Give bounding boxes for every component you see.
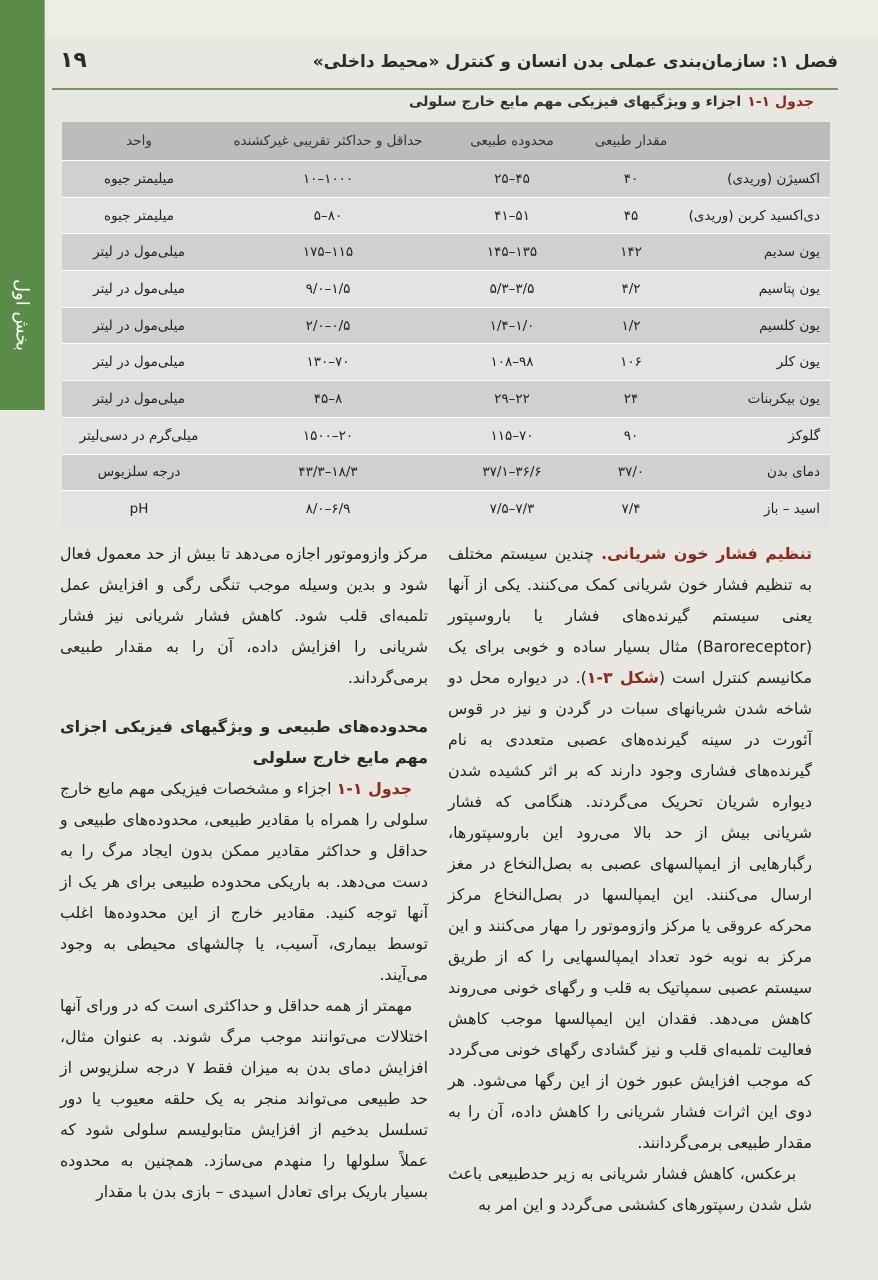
row-name: دمای بدن	[678, 454, 830, 491]
chapter-title: فصل ۱: سازمان‌بندی عملی بدن انسان و کنترل «محیط داخلی»	[312, 52, 838, 72]
table-row	[62, 417, 830, 454]
table-row	[62, 381, 830, 418]
row-normal: ۷/۴	[584, 491, 678, 527]
row-name: یون سدیم	[678, 234, 830, 271]
table-caption-text: اجزاء و ویژگیهای فیزیکی مهم مایع خارج سلولی	[408, 94, 742, 110]
row-unit: میلی‌مول در لیتر	[62, 381, 216, 418]
row-name: گلوکز	[678, 417, 830, 454]
figure-reference: شکل ۳-۱	[586, 668, 659, 687]
row-range: ۱۳۵–۱۴۵	[440, 234, 584, 271]
row-unit: میلی‌مول در لیتر	[62, 234, 216, 271]
header-rule	[52, 88, 838, 90]
section-tab-label: بخش اول	[11, 278, 33, 352]
table-row	[62, 161, 830, 198]
row-name: یون کلر	[678, 344, 830, 381]
row-normal: ۲۴	[584, 381, 678, 418]
row-range: ۷/۳–۷/۵	[440, 491, 584, 527]
table-row	[62, 344, 830, 381]
paragraph-text: ). در دیواره محل دو شاخه شدن شریانهای سبات در گردن و نیز در قوس آئورت در سینه گیرنده‌های عصبی متعددی به نام گیرنده‌های فشاری وجود دارند که بر اثر کشیده شدن دیواره شریان تحریک می‌گردند. هنگامی که فشار شریانی بیش از حد بالا می‌رود این باروسپتورها، رگبارهایی از ایمپالسهای عصبی به بصل‌النخاع در مغز ارسال می‌کنند. این ایمپالسها در بصل‌النخاع مرکز محرکه عروقی یا مرکز وازوموتور را مهار می‌کنند و این مرکز به نوبه خود تعداد ایمپالسهایی را که از طریق سیستم عصبی سمپاتیک به قلب و رگهای خونی می‌روند کاهش می‌دهد. فقدان این ایمپالسها موجب کاهش فعالیت تلمبه‌ای قلب و نیز گشادی رگهای خونی می‌گردد که موجب افزایش عبور خون از این رگها می‌شود. هر دوی این اثرات فشار شریانی را کاهش داده، آن را به مقدار طبیعی برمی‌گردانند.	[448, 668, 812, 1152]
table-header-row	[62, 122, 830, 161]
row-range: ۳/۵–۵/۳	[440, 271, 584, 308]
row-limits: ۱۱۵–۱۷۵	[216, 234, 440, 271]
section-heading: محدوده‌های طبیعی و ویژگیهای فیزیکی اجزای مهم مایع خارج سلولی	[60, 717, 428, 767]
row-normal: ۱۰۶	[584, 344, 678, 381]
row-name: اکسیژن (وریدی)	[678, 161, 830, 198]
paragraph-text: برعکس، کاهش فشار شریانی به زیر حدطبیعی باعث شل شدن رسپتورهای کششی می‌گردد و این امر به	[448, 1164, 812, 1214]
row-limits: ۸۰–۵	[216, 197, 440, 234]
row-range: ۲۲–۲۹	[440, 381, 584, 418]
table-row	[62, 197, 830, 234]
paragraph-text: چندین سیستم مختلف به تنظیم فشار خون شریانی کمک می‌کنند. یکی از آنها یعنی سیستم گیرنده‌های فشار یا باروسپتور (Baroreceptor) مثال بسیار ساده و خوبی برای یک مکانیسم کنترل است (	[448, 544, 812, 687]
row-unit: میلی‌مول در لیتر	[62, 344, 216, 381]
col-header-normal: مقدار طبیعی	[584, 122, 678, 161]
row-unit: میلیمتر جیوه	[62, 197, 216, 234]
row-range: ۷۰–۱۱۵	[440, 417, 584, 454]
table-row	[62, 307, 830, 344]
row-range: ۵۱–۴۱	[440, 197, 584, 234]
col-header-limits: حداقل و حداکثر تقریبی غیرکشنده	[216, 122, 440, 161]
row-limits: ۲۰–۱۵۰۰	[216, 417, 440, 454]
row-range: ۹۸–۱۰۸	[440, 344, 584, 381]
row-normal: ۹۰	[584, 417, 678, 454]
row-unit: میلی‌گرم در دسی‌لیتر	[62, 417, 216, 454]
row-normal: ۴۰	[584, 161, 678, 198]
body-column-left	[60, 538, 428, 1207]
row-name: یون بیکربنات	[678, 381, 830, 418]
row-range: ۳۶/۶–۳۷/۱	[440, 454, 584, 491]
row-unit: میلی‌مول در لیتر	[62, 271, 216, 308]
row-limits: ۱۸/۳–۴۳/۳	[216, 454, 440, 491]
row-unit: درجه سلزیوس	[62, 454, 216, 491]
margin-rule	[44, 0, 45, 410]
table-caption	[409, 94, 814, 110]
paragraph-text: اجزاء و مشخصات فیزیکی مهم مایع خارج سلولی را همراه با مقادیر طبیعی، محدوده‌های طبیعی و حداقل و حداکثر مقادیر ممکن بدون ایجاد مرگ را به دست می‌دهد. به باریکی محدوده طبیعی برای هر یک از آنها توجه کنید. مقادیر خارج از این محدوده‌ها اغلب توسط بیماری، آسیب، یا چالشهای محیطی به وجود می‌آیند.	[60, 779, 428, 984]
row-name: دی‌اکسید کربن (وریدی)	[678, 197, 830, 234]
table-caption-label: جدول ۱-۱	[747, 94, 814, 110]
page-top-band	[0, 0, 878, 38]
row-limits: ۰/۵–۲/۰	[216, 307, 440, 344]
row-limits: ۱۰۰۰–۱۰	[216, 161, 440, 198]
row-normal: ۱/۲	[584, 307, 678, 344]
row-limits: ۷۰–۱۳۰	[216, 344, 440, 381]
running-header	[52, 46, 838, 90]
row-normal: ۴۵	[584, 197, 678, 234]
paragraph	[448, 1158, 812, 1220]
row-limits: ۸–۴۵	[216, 381, 440, 418]
body-column-right	[448, 538, 812, 1220]
section-heading-inline: تنظیم فشار خون شریانی.	[601, 544, 812, 563]
section-tab	[0, 240, 44, 390]
col-header-name	[678, 122, 830, 161]
row-range: ۴۵–۲۵	[440, 161, 584, 198]
row-name: یون کلسیم	[678, 307, 830, 344]
row-limits: ۶/۹–۸/۰	[216, 491, 440, 527]
row-limits: ۱/۵–۹/۰	[216, 271, 440, 308]
table-row	[62, 271, 830, 308]
row-unit: میلی‌مول در لیتر	[62, 307, 216, 344]
table-row	[62, 454, 830, 491]
row-normal: ۳۷/۰	[584, 454, 678, 491]
col-header-range: محدوده طبیعی	[440, 122, 584, 161]
row-name: اسید – باز	[678, 491, 830, 527]
paragraph	[448, 538, 812, 1158]
paragraph	[60, 990, 428, 1207]
row-name: یون پتاسیم	[678, 271, 830, 308]
table-reference: جدول ۱-۱	[336, 779, 413, 798]
ecf-properties-table	[62, 122, 830, 527]
spacer	[60, 693, 428, 711]
paragraph: مرکز وازوموتور اجازه می‌دهد تا بیش از حد معمول فعال شود و بدین وسیله موجب تنگی رگی و افزایش عمل تلمبه‌ای قلب شود. کاهش فشار شریانی نیز فشار شریانی را افزایش داده، آن را به مقدار طبیعی برمی‌گرداند.	[60, 544, 428, 687]
row-normal: ۴/۲	[584, 271, 678, 308]
paragraph	[60, 773, 428, 990]
row-normal: ۱۴۲	[584, 234, 678, 271]
table-row	[62, 234, 830, 271]
paragraph-text: مهمتر از همه حداقل و حداکثری است که در ورای آنها اختلالات می‌توانند موجب مرگ شوند. به عنوان مثال، افزایش دمای بدن به میزان فقط ۷ درجه سلزیوس از حد طبیعی می‌تواند منجر به یک حلقه معیوب یا دور تسلسل بدخیم از افزایش متابولیسم سلولی شود که عملاً سلولها را منهدم می‌سازد. همچنین به محدوده بسیار باریک برای تعادل اسیدی – بازی بدن با مقدار	[60, 996, 428, 1201]
col-header-unit: واحد	[62, 122, 216, 161]
row-unit: pH	[62, 491, 216, 527]
page-number: ۱۹	[60, 48, 87, 73]
row-unit: میلیمتر جیوه	[62, 161, 216, 198]
table-row	[62, 491, 830, 527]
row-range: ۱/۰–۱/۴	[440, 307, 584, 344]
